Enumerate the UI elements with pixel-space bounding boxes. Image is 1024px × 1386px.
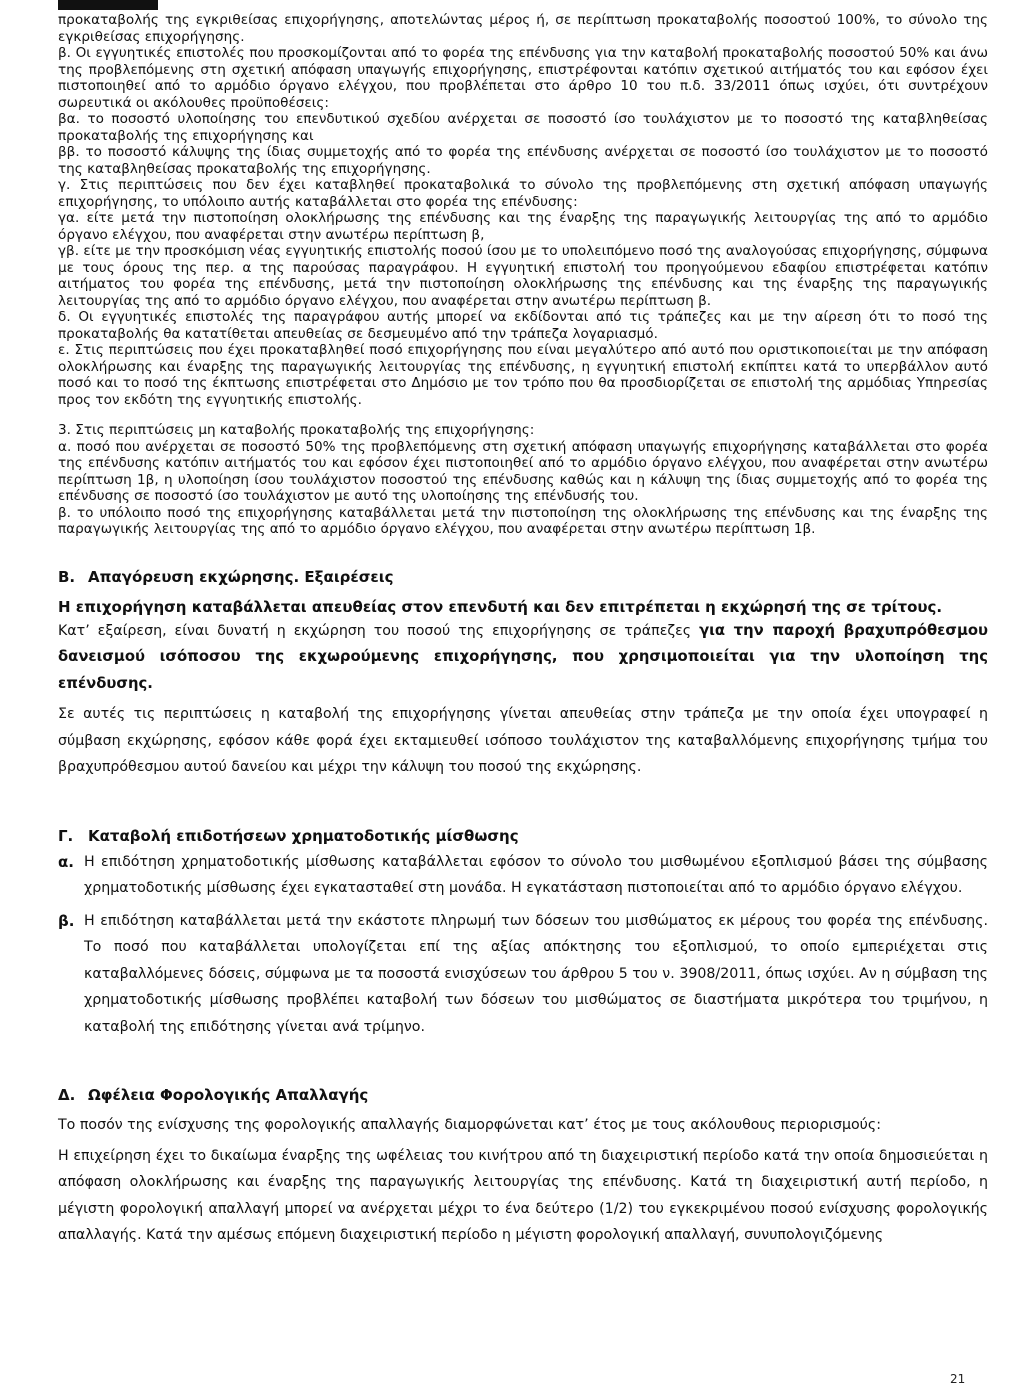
section-title: Απαγόρευση εκχώρησης. Εξαιρέσεις xyxy=(88,567,394,586)
section-g xyxy=(58,825,988,1041)
item-text: Η επιδότηση χρηματοδοτικής μίσθωσης καταβάλλεται εφόσον το σύνολο του μισθωμένου εξοπλισμού βάσει της σύμβασης χρηματοδοτικής μίσθωσης έχει εγκατασταθεί στη μονάδα. Η εγκατάσταση πιστοποιείται από το αρμόδιο όργανο ελέγχου. xyxy=(84,853,988,896)
paragraph: 3. Στις περιπτώσεις μη καταβολής προκαταβολής της επιχορήγησης: xyxy=(58,422,535,438)
section-b-paragraph-2: Σε αυτές τις περιπτώσεις η καταβολή της επιχορήγησης γίνεται απευθείας στην τράπεζα με την οποία έχει υπογραφεί η σύμβαση εκχώρησης, εφόσον κάθε φορά έχει εκταμιευθεί ισόποσο τουλάχιστον της καταβαλλόμενης επιχορήγησης τμήμα του βραχυπρόθεσμου αυτού δανείου και μέχρι την κάλυψη του ποσού της εκχώρησης. xyxy=(58,706,988,775)
item-text: Η επιδότηση καταβάλλεται μετά την εκάστοτε πληρωμή των δόσεων του μισθώματος εκ μέρους του φορέα της επένδυσης. Το ποσό που καταβάλλεται υπολογίζεται επί της αξίας απόκτησης του εξοπλισμού, το οποίο εμπεριέχεται στις καταβαλλόμενες δόσεις, σύμφωνα με τα ποσοστά ενισχύσεων του άρθρου 5 του ν. 3908/2011, όπως ισχύει. Αν η σύμβαση της χρηματοδοτικής μίσθωσης προβλέπει καταβολή των δόσεων του μισθώματος σε διαστήματα μικρότερα του τριμήνου, η καταβολή της επιδότησης γίνεται ανά τρίμηνο. xyxy=(84,912,988,1035)
paragraph: προκαταβολής της εγκριθείσας επιχορήγησης, αποτελώντας μέρος ή, σε περίπτωση προκαταβολής ποσοστού 100%, το σύνολο της εγκριθείσας επιχορήγησης. xyxy=(58,12,988,45)
paragraph: α. ποσό που ανέρχεται σε ποσοστό 50% της προβλεπόμενης στη σχετική απόφαση υπαγωγής επιχορήγησης καταβάλλεται στο φορέα της επένδυσης κατόπιν αιτήματός του και εφόσον έχει πιστοποιηθεί από το αρμόδιο όργανο ελέγχου, που αναφέρεται στην ανωτέρω περίπτωση 1β, η υλοποίηση ίσου τουλάχιστον ποσοστού της επένδυσης καθώς και η κάλυψη της ίδιας συμμετοχής από το φορέα της επένδυσης σε ποσοστό ίσο τουλάχιστον με αυτό της υλοποίησης της επένδυσής του. xyxy=(58,438,988,504)
section-d-paragraph-1: Το ποσόν της ενίσχυσης της φορολογικής απαλλαγής διαμορφώνεται κατ’ έτος με τους ακόλουθους περιορισμούς: xyxy=(58,1117,881,1133)
section-title: Καταβολή επιδοτήσεων χρηματοδοτικής μίσθωσης xyxy=(88,826,519,845)
page-number: 21 xyxy=(950,1372,966,1386)
section-letter: Δ. xyxy=(58,1086,76,1104)
paragraph: β. Οι εγγυητικές επιστολές που προσκομίζονται από το φορέα της επένδυσης για την καταβολή προκαταβολής ποσοστού 50% και άνω της προβλεπόμενης στη σχετική απόφαση υπαγωγής επιχορήγησης, επιστρέφονται κατόπιν σχετικού αιτήματός του και εφόσον έχει πιστοποιηθεί από το αρμόδιο όργανο ελέγχου, που προβλέπεται στο άρθρο 10 του π.δ. 33/2011 όπως ισχύει, ότι συντρέχουν σωρευτικά οι ακόλουθες προϋποθέσεις: xyxy=(58,45,988,111)
section-d xyxy=(58,1084,988,1249)
section-letter: Β. xyxy=(58,567,76,586)
document-page xyxy=(58,12,988,1249)
section-g-heading xyxy=(58,825,988,847)
paragraph: γβ. είτε με την προσκόμιση νέας εγγυητικής επιστολής ποσού ίσου με το υπολειπόμενο ποσό της αναλογούσας επιχορήγησης, σύμφωνα με τους όρους της περ. α της παρούσας παραγράφου. Η εγγυητική επιστολή του προηγούμενου εδαφίου επιστρέφεται κατόπιν αιτήματος του φορέα της επένδυσης, μετά την πιστοποίηση ολοκλήρωσης της επένδυσης και της έναρξης της παραγωγικής λειτουργίας της από το αρμόδιο όργανο ελέγχου, που αναφέρεται στην ανωτέρω περίπτωση β. xyxy=(58,243,988,309)
list-item xyxy=(58,849,988,902)
top-block xyxy=(58,12,988,538)
paragraph: ββ. το ποσοστό κάλυψης της ίδιας συμμετοχής από το φορέα της επένδυσης ανέρχεται σε ποσοστό ίσο τουλάχιστον με το ποσοστό της καταβληθείσας προκαταβολής της επιχορήγησης. xyxy=(58,144,988,177)
section-b-lead: Η επιχορήγηση καταβάλλεται απευθείας στον επενδυτή και δεν επιτρέπεται η εκχώρησή της σε τρίτους. xyxy=(58,597,943,616)
section-letter: Γ. xyxy=(58,826,74,845)
bold-text: για την παροχή βραχυπρόθεσμου δανεισμού ισόποσου της εκχωρούμενης επιχορήγησης, που χρησιμοποιείται για την υλοποίηση της επένδυσης. xyxy=(58,621,988,692)
section-b xyxy=(58,566,988,781)
paragraph: γα. είτε μετά την πιστοποίηση ολοκλήρωσης της επένδυσης και της έναρξης της παραγωγικής λειτουργίας της από το αρμόδιο όργανο ελέγχου, που αναφέρεται στην ανωτέρω περίπτωση β, xyxy=(58,210,988,243)
section-b-paragraph-1 xyxy=(58,618,988,698)
item-letter: α. xyxy=(58,852,75,871)
redaction-bar xyxy=(58,0,158,10)
paragraph: γ. Στις περιπτώσεις που δεν έχει καταβληθεί προκαταβολικά το σύνολο της προβλεπόμενης στη σχετική απόφαση υπαγωγής επιχορήγησης, το υπόλοιπο αυτής καταβάλλεται στο φορέα της επένδυσης: xyxy=(58,177,988,210)
plain-text: Κατ’ εξαίρεση, είναι δυνατή η εκχώρηση του ποσού της επιχορήγησης σε τράπεζες xyxy=(58,622,700,639)
item-letter: β. xyxy=(58,911,75,930)
section-d-heading xyxy=(58,1084,988,1106)
section-b-heading xyxy=(58,566,988,588)
paragraph: βα. το ποσοστό υλοποίησης του επενδυτικού σχεδίου ανέρχεται σε ποσοστό ίσο τουλάχιστον με το ποσοστό της καταβληθείσας προκαταβολής της επιχορήγησης και xyxy=(58,111,988,144)
section-d-paragraph-2: Η επιχείρηση έχει το δικαίωμα έναρξης της ωφέλειας του κινήτρου από τη διαχειριστική περίοδο κατά την οποία δημοσιεύεται η απόφαση ολοκλήρωσης και έναρξης της παραγωγικής λειτουργίας της επένδυσης. Κατά τη διαχειριστική αυτή περίοδο, η μέγιστη φορολογική απαλλαγή μπορεί να ανέρχεται μέχρι το ένα δεύτερο (1/2) του εγκεκριμένου ποσού ενίσχυσης φορολογικής απαλλαγής. Κατά την αμέσως επόμενη διαχειριστική περίοδο η μέγιστη φορολογική απαλλαγή, συνυπολογιζόμενης xyxy=(58,1147,988,1243)
section-title: Ωφέλεια Φορολογικής Απαλλαγής xyxy=(88,1086,369,1104)
paragraph: β. το υπόλοιπο ποσό της επιχορήγησης καταβάλλεται μετά την πιστοποίηση της ολοκλήρωσης της επένδυσης και της έναρξης της παραγωγικής λειτουργίας της από το αρμόδιο όργανο ελέγχου, που αναφέρεται στην ανωτέρω περίπτωση 1β. xyxy=(58,504,988,537)
list-item xyxy=(58,908,988,1041)
paragraph: δ. Οι εγγυητικές επιστολές της παραγράφου αυτής μπορεί να εκδίδονται από τις τράπεζες και με την αίρεση ότι το ποσό της προκαταβολής θα κατατίθεται απευθείας σε δεσμευμένο από την τράπεζα λογαριασμό. xyxy=(58,309,988,342)
paragraph: ε. Στις περιπτώσεις που έχει προκαταβληθεί ποσό επιχορήγησης που είναι μεγαλύτερο από αυτό που οριστικοποιείται με την απόφαση ολοκλήρωσης και έναρξης της παραγωγικής λειτουργίας της επένδυσης, η εγγυητική επιστολή εκπίπτει κατά το υπερβάλλον αυτό ποσό και το ποσό της έκπτωσης επιστρέφεται στο Δημόσιο με τον τρόπο που θα προσδιορίζεται σε επιστολή της αρμόδιας Υπηρεσίας προς τον εκδότη της εγγυητικής επιστολής. xyxy=(58,342,988,408)
